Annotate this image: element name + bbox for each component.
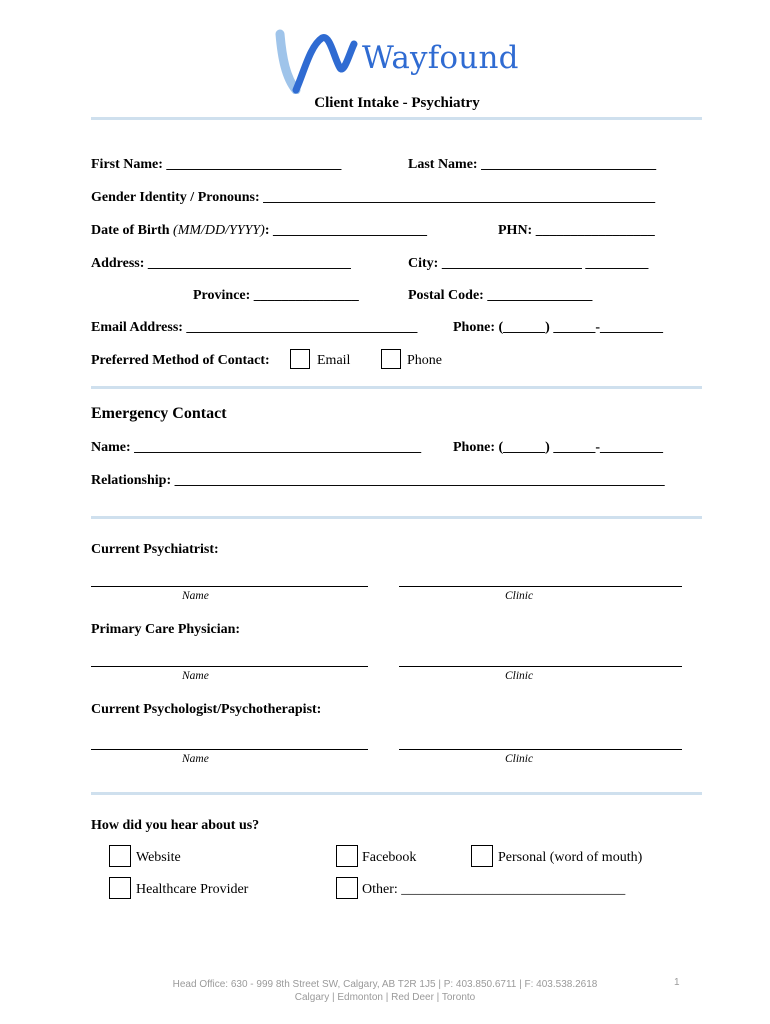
- brand-name: Wayfound: [362, 40, 519, 76]
- clinic-caption: Clinic: [505, 590, 534, 602]
- phone-option-label: Phone: [407, 353, 442, 368]
- psychologist-label: Current Psychologist/Psychotherapist:: [91, 702, 322, 717]
- dob-field[interactable]: [91, 223, 427, 239]
- emergency-name-field[interactable]: Name: _________________________________________: [91, 440, 422, 455]
- page-number: 1: [674, 977, 680, 988]
- divider: [91, 117, 702, 120]
- divider: [91, 516, 702, 519]
- clinic-caption: Clinic: [505, 753, 534, 765]
- website-checkbox[interactable]: [109, 845, 131, 867]
- facebook-checkbox[interactable]: [336, 845, 358, 867]
- physician-clinic-line[interactable]: [399, 666, 682, 667]
- email-option-label: Email: [317, 353, 351, 368]
- website-option-label: Website: [136, 850, 181, 865]
- phn-field[interactable]: PHN: _________________: [498, 223, 655, 238]
- contact-method-label: Preferred Method of Contact:: [91, 353, 270, 368]
- clinic-caption: Clinic: [505, 670, 534, 682]
- healthcare-provider-option-label: Healthcare Provider: [136, 882, 249, 897]
- psychologist-name-line[interactable]: [91, 749, 368, 750]
- phone-checkbox[interactable]: [381, 349, 401, 369]
- gender-pronouns-field[interactable]: Gender Identity / Pronouns: ________________________________________________________: [91, 190, 656, 205]
- word-of-mouth-option-label: Personal (word of mouth): [498, 850, 643, 865]
- footer-locations: Calgary | Edmonton | Red Deer | Toronto: [294, 992, 476, 1003]
- name-caption: Name: [182, 670, 209, 682]
- divider: [91, 386, 702, 389]
- emergency-phone-field[interactable]: Phone: (______) ______-_________: [453, 440, 663, 455]
- footer-address: Head Office: 630 - 999 8th Street SW, Calgary, AB T2R 1J5 | P: 403.850.6711 | F: 403.538.2618: [172, 979, 598, 990]
- province-field[interactable]: Province: _______________: [193, 288, 359, 303]
- email-field[interactable]: Email Address: _________________________________: [91, 320, 418, 335]
- postal-code-field[interactable]: Postal Code: _______________: [408, 288, 593, 303]
- healthcare-provider-checkbox[interactable]: [109, 877, 131, 899]
- name-caption: Name: [182, 590, 209, 602]
- physician-name-line[interactable]: [91, 666, 368, 667]
- divider: [91, 792, 702, 795]
- emergency-heading: Emergency Contact: [91, 405, 227, 422]
- wave-logo-icon: [270, 28, 360, 94]
- primary-care-label: Primary Care Physician:: [91, 622, 241, 637]
- facebook-option-label: Facebook: [362, 850, 417, 865]
- address-field[interactable]: Address: _____________________________: [91, 256, 351, 271]
- phone-field[interactable]: Phone: (______) ______-_________: [453, 320, 663, 335]
- psychiatrist-clinic-line[interactable]: [399, 586, 682, 587]
- relationship-field[interactable]: Relationship: ______________________________________________________________________: [91, 473, 665, 488]
- first-name-field[interactable]: First Name: _________________________: [91, 157, 342, 172]
- last-name-field[interactable]: Last Name: _________________________: [408, 157, 657, 172]
- psychiatrist-label: Current Psychiatrist:: [91, 542, 219, 557]
- city-field[interactable]: City: ____________________ _________: [408, 256, 649, 271]
- wayfound-logo: [270, 28, 530, 94]
- dob-blank: : ______________________: [264, 223, 428, 238]
- dob-label: Date of Birth: [91, 223, 170, 238]
- email-checkbox[interactable]: [290, 349, 310, 369]
- psychiatrist-name-line[interactable]: [91, 586, 368, 587]
- other-option-field[interactable]: Other: ________________________________: [362, 882, 626, 897]
- psychologist-clinic-line[interactable]: [399, 749, 682, 750]
- form-title: Client Intake - Psychiatry: [314, 95, 480, 111]
- referral-question: How did you hear about us?: [91, 818, 260, 833]
- name-caption: Name: [182, 753, 209, 765]
- word-of-mouth-checkbox[interactable]: [471, 845, 493, 867]
- dob-format-hint: (MM/DD/YYYY): [173, 223, 265, 238]
- other-checkbox[interactable]: [336, 877, 358, 899]
